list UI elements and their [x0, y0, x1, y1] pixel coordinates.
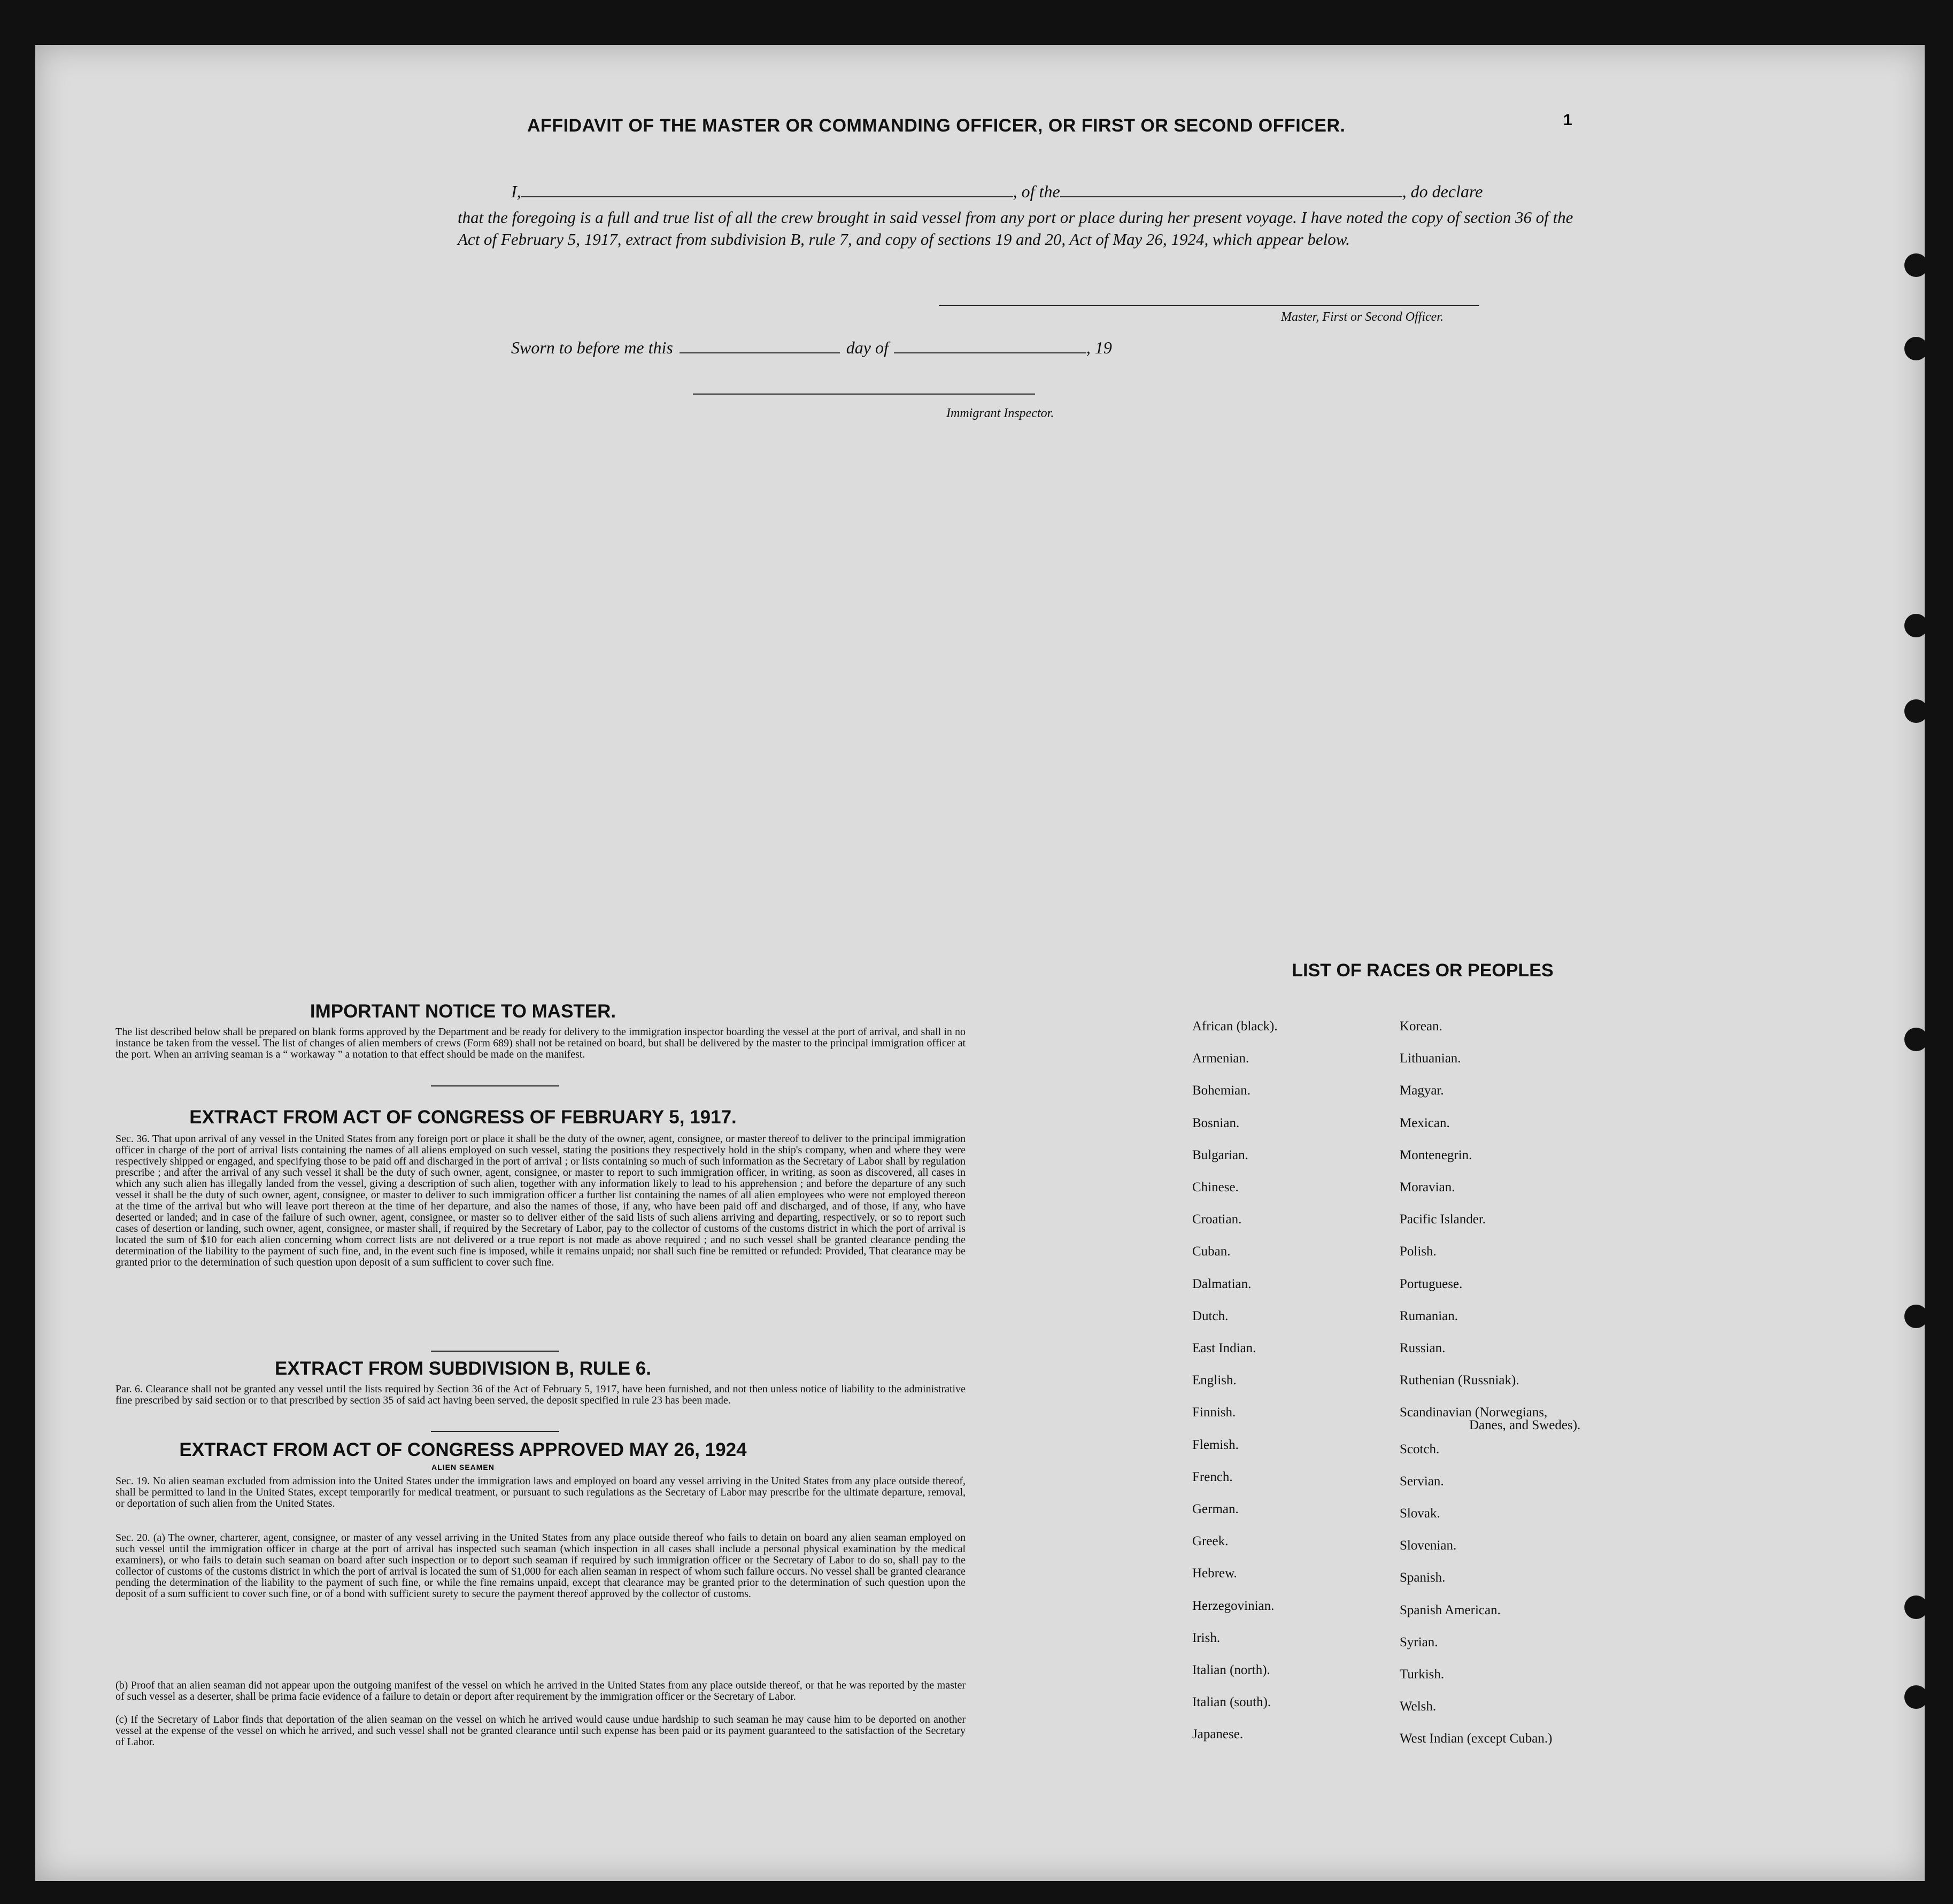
race-item-right: Slovak. [1400, 1506, 1440, 1521]
race-item-right: Scandinavian (Norwegians, [1400, 1405, 1548, 1420]
affidavit-line1: I, , of the , do declare [511, 182, 1483, 201]
race-item-right: Scotch. [1400, 1442, 1440, 1456]
race-item-left: Armenian. [1192, 1051, 1249, 1066]
race-item-left: Dalmatian. [1192, 1277, 1252, 1291]
race-item-right: Spanish. [1400, 1570, 1446, 1585]
race-item-left: Bosnian. [1192, 1116, 1240, 1130]
binder-hole [1904, 337, 1928, 360]
extract-1924-title: EXTRACT FROM ACT OF CONGRESS APPROVED MAY 26, 1924 [179, 1439, 747, 1460]
race-item-left: French. [1192, 1470, 1233, 1484]
binder-hole [1904, 614, 1928, 637]
inspector-signature-line [693, 394, 1035, 395]
race-item-right: Pacific Islander. [1400, 1212, 1486, 1227]
subdivision-b-text: Par. 6. Clearance shall not be granted any vessel until the lists required by Section 36 of the Act of February 5, 1917, have been furnished, and not then unless notice of liability to the administrative fine prescribed by said section or to that prescribed by section 35 of said act having been served, the deposit specified in rule 23 has been made. [115, 1383, 966, 1406]
race-item-right: Spanish American. [1400, 1603, 1501, 1617]
race-item-right: Slovenian. [1400, 1538, 1457, 1553]
divider-3 [431, 1431, 559, 1432]
inspector-label: Immigrant Inspector. [946, 406, 1054, 420]
race-item-right: Servian. [1400, 1474, 1444, 1489]
race-item-right: Portuguese. [1400, 1277, 1463, 1291]
sworn-month-blank [894, 352, 1086, 353]
name-blank [521, 196, 1013, 197]
race-item-left: Finnish. [1192, 1405, 1236, 1420]
affidavit-body: that the foregoing is a full and true list of all the crew brought in said vessel from any port or place during her present voyage. I have noted the copy of section 36 of the Act of February 5, 1917, extract from subdivision B, rule 7, and copy of sections 19 and 20, Act of May 26, 1924, which appear below. [458, 208, 1573, 249]
binder-hole [1904, 253, 1928, 277]
sworn-day-blank [680, 352, 840, 353]
race-item-right: Ruthenian (Russniak). [1400, 1373, 1519, 1387]
race-item-left: African (black). [1192, 1019, 1278, 1034]
sec-20c-text: (c) If the Secretary of Labor finds that deportation of the alien seaman on the vessel on which he arrived would cause undue hardship to such seaman he may cause him to be deported on another vessel at the expense of the vessel on which he arrived, and such vessel shall not be granted clearance until such expense has been paid or its payment guaranteed to the satisfaction of the Secretary of Labor. [115, 1714, 966, 1748]
race-item-right: Magyar. [1400, 1083, 1444, 1098]
master-signature-line [939, 305, 1479, 306]
race-item-left: German. [1192, 1502, 1239, 1516]
binder-hole [1904, 699, 1928, 723]
race-item-right: Welsh. [1400, 1699, 1437, 1714]
races-title: LIST OF RACES OR PEOPLES [1292, 960, 1554, 981]
binder-hole [1904, 1595, 1928, 1619]
race-item-right: Turkish. [1400, 1667, 1445, 1682]
sec-19-text: Sec. 19. No alien seaman excluded from admission into the United States under the immigration laws and employed on board any vessel arriving in the United States from any place outside thereof, shall be permitted to land in the United States, except temporarily for medical treatment, or pursuant to such regulations as the Secretary of Labor may prescribe for the ultimate departure, removal, or deportation of such alien from the United States. [115, 1475, 966, 1509]
extract-1917-text: Sec. 36. That upon arrival of any vessel in the United States from any foreign port or place it shall be the duty of the owner, agent, consignee, or master thereof to deliver to the principal immigration officer in charge of the port of arrival lists containing the names of all aliens employed on such vessel, stating the positions they respectively hold in the ship's company, when and where they were respectively shipped or engaged, and specifying those to be paid off and discharged in the port of arrival ; or lists containing so much of such information as the Secretary of Labor shall by regulation prescribe ; and after the arrival of any such vessel it shall be the duty of such owner, agent, consignee, or master to report to such immigration officer, in writing, as soon as discovered, all cases in which any such alien has illegally landed from the vessel, giving a description of such alien, together with any information likely to lead to his apprehension ; and before the departure of any such vessel it shall be the duty of such owner, agent, consignee, or master to deliver to such immigration officer a further list containing the names of all alien employees who were not employed thereon at the time of the arrival but who will leave port thereon at the time of her departure, and also the names of those, if any, who have been paid off and discharged, and of those, if any, who have deserted or landed; and in case of the failure of such owner, agent, consignee, or master so to deliver either of the said lists of such aliens arriving and departing, respectively, or so to report such cases of desertion or landing, such owner, agent, consignee, or master shall, if required by the Secretary of Labor, pay to the collector of customs of the customs district in which the port of arrival is located the sum of $10 for each alien concerning whom correct lists are not delivered or a true report is not made as above required ; and no such vessel shall be granted clearance pending the determination of the liability to the payment of such fine, and, in the event such fine is imposed, while it remains unpaid; nor shall such fine be remitted or refunded: Provided, That clearance may be granted prior to the determination of such question upon deposit of a sum sufficient to cover such fine. [115, 1133, 966, 1268]
sec-20b-text: (b) Proof that an alien seaman did not appear upon the outgoing manifest of the vessel on which he arrived in the United States from any place outside thereof, or that he was reported by the master of such vessel as a deserter, shall be prima facie evidence of a failure to detain or deport after requirement by the immigration officer or the Secretary of Labor. [115, 1679, 966, 1702]
race-item-left: Hebrew. [1192, 1566, 1237, 1581]
master-label: Master, First or Second Officer. [1281, 310, 1443, 324]
race-item-left: Japanese. [1192, 1727, 1244, 1741]
race-scandinavian-continued: Danes, and Swedes). [1469, 1418, 1581, 1432]
extract-1917-title: EXTRACT FROM ACT OF CONGRESS OF FEBRUARY 5, 1917. [189, 1107, 737, 1128]
race-item-left: Dutch. [1192, 1309, 1229, 1323]
document-page [35, 45, 1925, 1881]
binder-hole [1904, 1305, 1928, 1328]
race-item-right: Syrian. [1400, 1635, 1438, 1649]
margin-tick: 1 [1563, 111, 1572, 129]
subdivision-b-title: EXTRACT FROM SUBDIVISION B, RULE 6. [275, 1358, 651, 1379]
extract-1924-subtitle: ALIEN SEAMEN [431, 1463, 495, 1471]
notice-title: IMPORTANT NOTICE TO MASTER. [310, 1001, 616, 1022]
race-item-left: English. [1192, 1373, 1237, 1387]
race-item-left: East Indian. [1192, 1341, 1256, 1355]
race-item-right: Montenegrin. [1400, 1148, 1472, 1162]
race-item-left: Irish. [1192, 1631, 1221, 1645]
race-item-right: West Indian (except Cuban.) [1400, 1731, 1553, 1746]
race-item-left: Cuban. [1192, 1244, 1231, 1259]
race-item-right: Korean. [1400, 1019, 1442, 1034]
divider-1 [431, 1085, 559, 1086]
race-item-right: Polish. [1400, 1244, 1437, 1259]
race-item-left: Croatian. [1192, 1212, 1242, 1227]
notice-text: The list described below shall be prepared on blank forms approved by the Department and be ready for delivery to the immigration inspector boarding the vessel at the port of arrival, and shall in no instance be taken from the vessel. The list of changes of alien members of crews (Form 689) shall not be retained on board, but shall be delivered by the master to the principal immigration officer at the port. When an arriving seaman is a “ workaway ” a notation to that effect should be made on the manifest. [115, 1026, 966, 1060]
race-item-left: Bulgarian. [1192, 1148, 1248, 1162]
race-item-right: Moravian. [1400, 1180, 1455, 1194]
race-item-left: Herzegovinian. [1192, 1599, 1275, 1613]
race-item-left: Chinese. [1192, 1180, 1239, 1194]
race-item-left: Italian (south). [1192, 1695, 1271, 1709]
sec-20a-text: Sec. 20. (a) The owner, charterer, agent, consignee, or master of any vessel arriving in the United States from any place outside thereof who fails to detain on board any alien seaman employed on such vessel until the immigration officer in charge at the port of arrival has inspected such seaman (which inspection in all cases shall include a personal physical examination by the medical examiners), or who fails to detain such seaman on board after such inspection or to deport such seaman if required by such immigration officer or the Secretary of Labor to do so, shall pay to the collector of customs of the customs district in which the port of arrival is located the sum of $1,000 for each alien seaman in respect of whom such failure occurs. No vessel shall be granted clearance pending the determination of the liability to the payment of such fine, or while the fine remains unpaid, except that clearance may be granted prior to the determination of such question upon the deposit of a sum sufficient to cover such fine, or of a bond with sufficient surety to secure the payment thereof approved by the collector of customs. [115, 1532, 966, 1600]
race-item-left: Greek. [1192, 1534, 1229, 1548]
race-item-right: Mexican. [1400, 1116, 1450, 1130]
vessel-blank [1060, 196, 1402, 197]
race-item-right: Lithuanian. [1400, 1051, 1461, 1066]
race-item-left: Bohemian. [1192, 1083, 1251, 1098]
sworn-line: Sworn to before me this day of , 19 [511, 338, 1112, 357]
divider-2 [431, 1351, 559, 1352]
binder-hole [1904, 1685, 1928, 1709]
race-item-right: Rumanian. [1400, 1309, 1458, 1323]
race-item-right: Russian. [1400, 1341, 1446, 1355]
race-item-left: Flemish. [1192, 1438, 1239, 1452]
race-item-left: Italian (north). [1192, 1663, 1270, 1677]
binder-hole [1904, 1028, 1928, 1051]
affidavit-title: AFFIDAVIT OF THE MASTER OR COMMANDING OFFICER, OR FIRST OR SECOND OFFICER. [527, 115, 1346, 136]
